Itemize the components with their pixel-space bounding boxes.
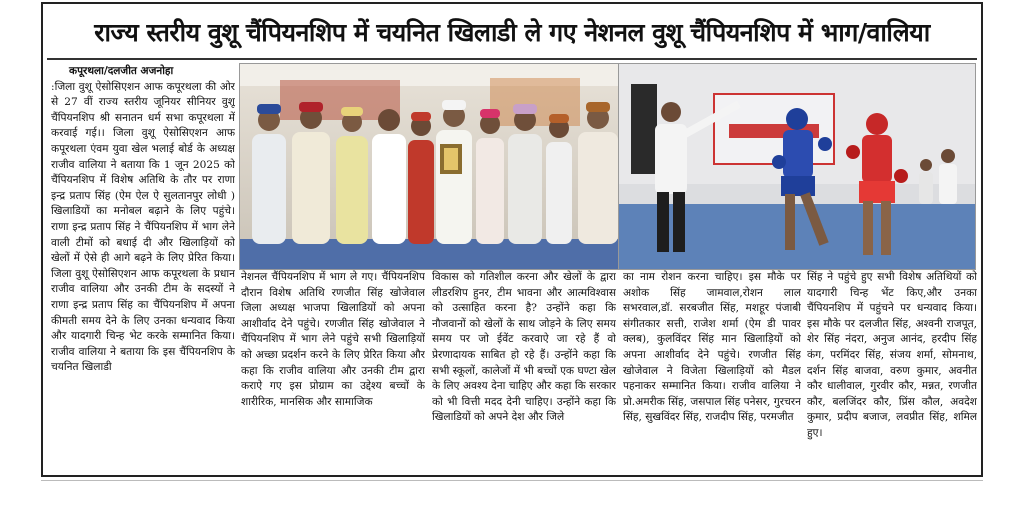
article-column-4	[623, 270, 801, 474]
wushu-bout-photo	[618, 63, 976, 270]
bottom-divider	[41, 480, 983, 481]
news-clipping	[41, 2, 983, 477]
article-column-1	[51, 64, 235, 474]
column-text-4: का नाम रोशन करना चाहिए। इस मौके पर अशोक सिंह जामवाल,रोशन लाल सभरवाल,डॉ. सरबजीत सिंह, मशहूर पंजाबी संगीतकार सत्ती, राजेश शर्मा (ऐम डी पावर क्लब), कुलविंदर सिंह मान खिलाड़ियों को अपना आशीर्वाद देने पहुंचे। रणजीत सिंह खोजेवाल ने विजेता खिलाड़ियों को मैडल पहनाकर सम्मानित किया। राजीव वालिया ने प्रो.अमरीक सिंह, जसपाल सिंह पनेसर, गुरचरन सिंह, सुखविंदर सिंह, राजदीप सिंह, परमजीत	[623, 271, 801, 424]
column-text-1: :जिला वुशू ऐसोसिएशन आफ कपूरथला की ओर से 27 वीं राज्य स्तरीय जूनियर सीनियर वुशू चैंपियनशिप श्री सनातन धर्म सभा कपूरथला में करवाई गई।। जिला वुशू ऐसोसिएशन आफ कपूरथला एंवम युवा खेल भलाई बोर्ड के अध्यक्ष राजीव वालिया ने बताया कि 1 जून 2025 को चैंपियनशिप में विशेष अतिथि के तौर पर राणा इन्द्र प्रताप सिंह (ऐम ऐल ऐ सुलतानपुर लोधी ) खिलाडियों का मनोबल बढ़ाने के लिए पहुंचे। राणा इन्द्र प्रताप सिंह ने चैंपियनशिप में भाग लेने वाली टीमों को बधाई दी और खिलाड़ियों को खेलों में ऐसे ही आगे बढ़ने के लिए प्रेरित किया। जिला वुशू ऐसोसिएशन आफ कपूरथला के प्रधान राजीव वालिया और उनकी टीम के सदस्यों ने राणा इन्द्र प्रताप सिंह का चैंपियनशिप में अपना कीमती समय देने के लिए उनका धन्यवाद किया और यादगारी चिन्ह भेट करके सम्मानित किया।राजीव वालिया ने बताया कि इस चैंपियनशिप के चयनित खिलाडी	[51, 80, 235, 374]
headline-divider	[47, 58, 977, 60]
dateline: कपूरथला/दलजीत अजनोहा	[69, 65, 174, 77]
article-column-2	[241, 270, 425, 474]
group-felicitation-photo	[239, 63, 635, 270]
column-text-3: विकास को गतिशील करना और खेलों के द्वारा लीडरशिप हुनर, टीम भावना और आत्मविश्वास को उत्साहित करना है? उन्होंने कहा कि नौजवानों को खेलों के साथ जोड़ने के लिए समय समय पर जो ईवेंट करवाऐ जा रहे हैं वो प्रेरणादायक साबित हो रहे हैं। उन्होंने कहा कि सभी स्कूलों, कालेजों में भी बच्चों एक घण्टा खेल के लिए अवश्य देना चाहिए और कहा कि सरकार को भी वित्ती मदद देनी चाहिए। उन्होंने कहा कि खिलाडियों को अपने देश और जिले	[432, 271, 616, 424]
column-text-2: नेशनल चैंपियनशिप में भाग ले गए। चैंपियनशिप दौरान विशेष अतिथि रणजीत सिंह खोजेवाल जिला अध्यक्ष भाजपा खिलाडियों को अपना आशीर्वाद देने पहुंचे। रणजीत सिंह खोजेवाल ने चैंपियनशिप में भाग लेने पहुंचे सभी खिलाड़ियों को अच्छा प्रदर्शन करने के लिए प्रेरित किया और कहा कि राजीव वालिया और उनकी टीम द्वारा कराऐ गए इस प्रोग्राम का उद्देश्य बच्चों के शारीरिक, मानसिक और सामाजिक	[241, 271, 425, 408]
article-column-3	[432, 270, 616, 474]
column-text-5: सिंह ने पहुंचे हुए सभी विशेष अतिथियों को यादगारी चिन्ह भेंट किए,और उनका चैंपियनशिप में पहुंचने पर धन्यवाद किया। इस मौके पर दलजीत सिंह, अश्वनी राजपूत, शेर सिंह नंदरा, अनुज आनंद, हरदीप सिंह कंग, परमिंदर सिंह, संजय शर्मा, सोमनाथ, दर्शन सिंह बाजवा, वरुण कुमार, अवनीत कौर धालीवाल, गुरवीर कौर, मन्नत, रणजीत कौर, बलजिंदर कौर, प्रिंस कौल, अवदेश कुमार, प्रदीप बजाज, लवप्रीत सिंह, शमिल हुए।	[807, 271, 977, 439]
headline: राज्य स्तरीय वुशू चैंपियनशिप में चयनित खिलाडी ले गए नेशनल वुशू चैंपियनशिप में भाग/वालिया	[94, 18, 930, 47]
article-column-5	[807, 270, 977, 474]
